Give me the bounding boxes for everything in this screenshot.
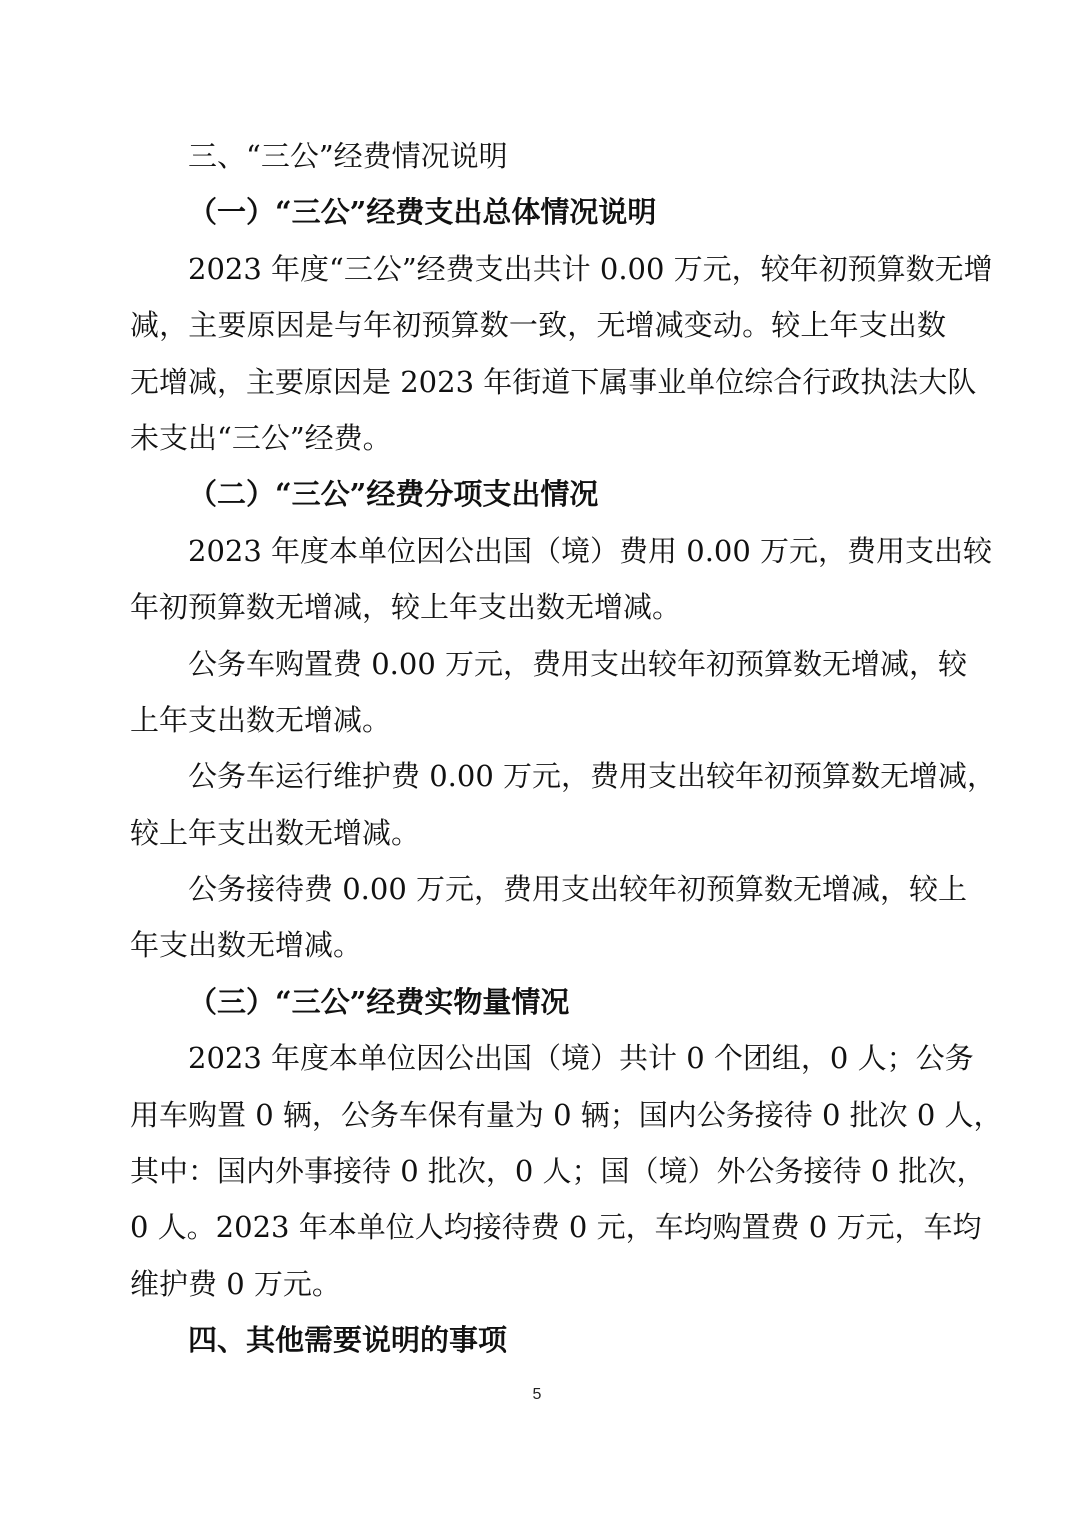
section-4-heading: 四、其他需要说明的事项	[188, 1323, 508, 1358]
paragraph-line: 2023 年度本单位因公出国（境）费用 0.00 万元，费用支出较	[188, 533, 993, 568]
paragraph-line: 维护费 0 万元。	[130, 1266, 341, 1301]
paragraph-line: 2023 年度本单位因公出国（境）共计 0 个团组，0 人；公务	[188, 1041, 974, 1076]
paragraph-line: 其中：国内外事接待 0 批次，0 人；国（境）外公务接待 0 批次，	[130, 1154, 986, 1189]
paragraph-line: 2023 年度“三公”经费支出共计 0.00 万元，较年初预算数无增	[188, 251, 993, 286]
paragraph-line: 年支出数无增减。	[130, 928, 363, 963]
paragraph-line: 较上年支出数无增减。	[130, 815, 421, 850]
subsection-2-heading: （二）“三公”经费分项支出情况	[188, 477, 599, 512]
subsection-1-heading: （一）“三公”经费支出总体情况说明	[188, 195, 657, 230]
section-3-heading: 三、“三公”经费情况说明	[188, 139, 508, 173]
subsection-2-paragraph-1	[130, 523, 993, 636]
paragraph-line: 用车购置 0 辆，公务车保有量为 0 辆；国内公务接待 0 批次 0 人，	[130, 1097, 1003, 1132]
paragraph-line: 公务车购置费 0.00 万元，费用支出较年初预算数无增减，较	[188, 646, 968, 681]
paragraph-line: 年初预算数无增减，较上年支出数无增减。	[130, 590, 682, 625]
paragraph-line: 上年支出数无增减。	[130, 702, 392, 737]
paragraph-line: 减，主要原因是与年初预算数一致，无增减变动。较上年支出数	[130, 308, 946, 343]
paragraph-line: 公务车运行维护费 0.00 万元，费用支出较年初预算数无增减，	[188, 759, 997, 794]
subsection-3-paragraph	[130, 1030, 1003, 1312]
paragraph-line: 未支出“三公”经费。	[130, 420, 392, 455]
subsection-2-paragraph-3	[130, 748, 997, 861]
paragraph-line: 公务接待费 0.00 万元，费用支出较年初预算数无增减，较上	[188, 872, 968, 907]
subsection-1-paragraph	[130, 241, 993, 467]
subsection-3-heading: （三）“三公”经费实物量情况	[188, 984, 570, 1019]
subsection-2-paragraph-2	[130, 636, 968, 749]
paragraph-line: 无增减，主要原因是 2023 年街道下属事业单位综合行政执法大队	[130, 364, 977, 399]
paragraph-line: 0 人。2023 年本单位人均接待费 0 元，车均购置费 0 万元，车均	[130, 1210, 982, 1245]
page-number: 5	[532, 1386, 542, 1403]
document-body	[130, 128, 1003, 1369]
subsection-2-paragraph-4	[130, 861, 968, 974]
